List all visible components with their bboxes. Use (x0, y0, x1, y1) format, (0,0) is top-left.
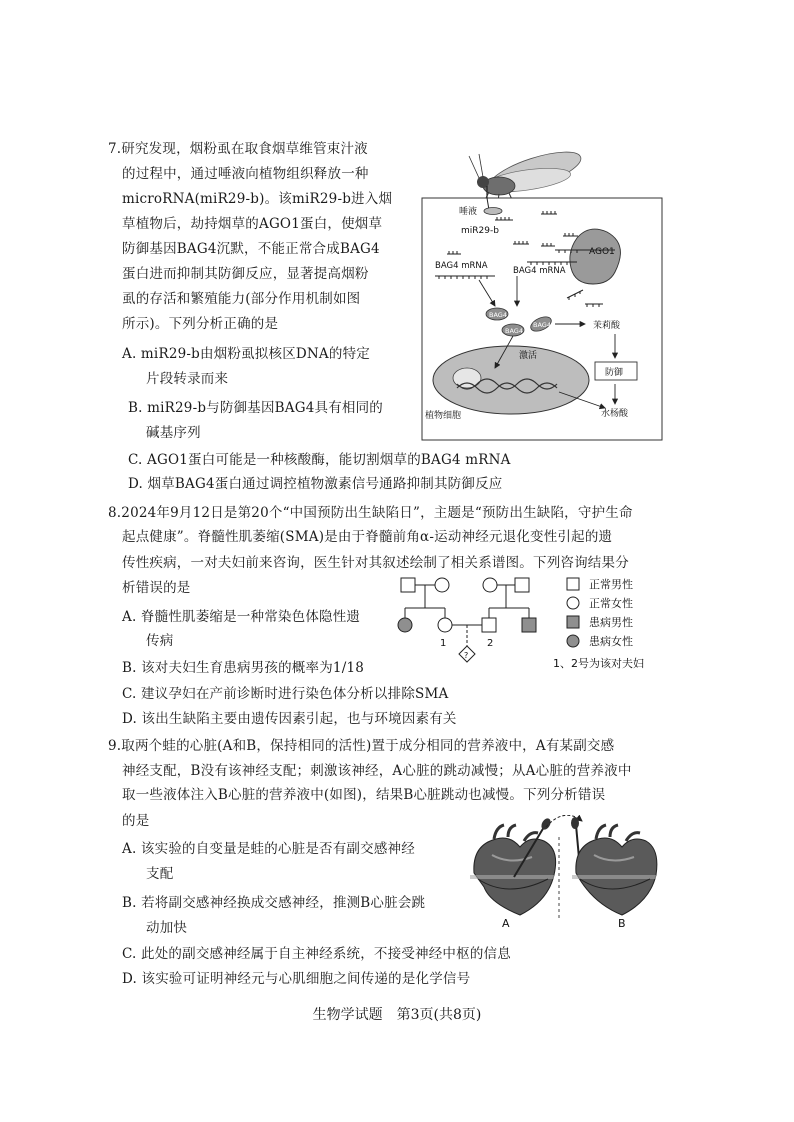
pedigree-label-question: ? (464, 651, 469, 660)
q7-line: 蛋白进而抑制其防御反应，显著提高烟粉 (122, 266, 369, 282)
pedigree-normal-male (515, 578, 529, 592)
pedigree-normal-female (483, 578, 497, 592)
label-bag4-a: BAG4 (489, 311, 507, 319)
pedigree-note: 1、2号为该对夫妇 (553, 657, 644, 670)
q7-line: 7.研究发现，烟粉虱在取食烟草维管束汁液 (108, 141, 368, 157)
q7-option-d: D. 烟草BAG4蛋白通过调控植物激素信号通路抑制其防御反应 (128, 476, 503, 492)
label-ago1: AGO1 (589, 247, 615, 257)
q7-option-c: C. AGO1蛋白可能是一种核酸酶，能切割烟草的BAG4 mRNA (128, 452, 511, 468)
q8-option-a-cont: 传病 (146, 633, 174, 649)
q8-option-d: D. 该出生缺陷主要由遗传因素引起，也与环境因素有关 (122, 711, 457, 727)
q7-line: 虱的存活和繁殖能力(部分作用机制如图 (122, 291, 361, 307)
heart-a-icon (470, 825, 556, 915)
legend-affected-female-icon (567, 635, 579, 647)
label-saliva: 唾液 (459, 207, 478, 217)
pedigree-affected-male (522, 618, 536, 632)
q9-heart-svg (464, 815, 660, 933)
q8-line: 起点健康”。脊髓性肌萎缩(SMA)是由于脊髓前角α-运动神经元退化变性引起的遗 (122, 529, 613, 545)
pedigree-affected-female (398, 618, 412, 632)
q9-line: 9.取两个蛙的心脏(A和B，保持相同的活性)置于成分相同的营养液中，A有某副交感 (108, 738, 615, 754)
pedigree-label-2: 2 (487, 638, 494, 649)
q7-option-b: B. miR29-b与防御基因BAG4具有相同的 (128, 400, 384, 416)
label-bag4-b: BAG4 (505, 327, 523, 335)
heart-label-b: B (618, 917, 626, 930)
q9-line: 取一些液体注入B心脏的营养液中(如图)，结果B心脏跳动也减慢。下列分析错误 (122, 787, 606, 803)
label-bag4-mrna-2: BAG4 mRNA (513, 266, 566, 276)
legend-normal-female-icon (567, 597, 579, 609)
q7-option-a-cont: 片段转录而来 (146, 371, 229, 387)
label-jasmonic-acid: 茉莉酸 (593, 321, 621, 331)
q8-line: 8.2024年9月12日是第20个“中国预防出生缺陷日”，主题是“预防出生缺陷，守护生命 (108, 505, 633, 521)
q7-line: 草植物后，劫持烟草的AGO1蛋白，使烟草 (122, 216, 383, 232)
q9-heart-figure (464, 815, 660, 933)
heart-b-icon (572, 825, 657, 915)
pedigree-normal-male (401, 578, 415, 592)
q9-option-a: A. 该实验的自变量是蛙的心脏是否有副交感神经 (122, 841, 415, 857)
q9-line: 神经支配，B没有该神经支配；刺激该神经，A心脏的跳动减慢；从A心脏的营养液中 (122, 763, 632, 779)
pedigree-normal-female (435, 578, 449, 592)
label-defense: 防御 (605, 368, 624, 378)
label-bag4-c: BAG4 (533, 321, 551, 329)
q8-line: 析错误的是 (122, 580, 191, 596)
heart-label-a: A (502, 917, 510, 930)
pedigree-svg (393, 572, 673, 672)
pedigree-label-1: 1 (440, 638, 447, 649)
legend-normal-male-icon (567, 578, 579, 590)
q9-option-d: D. 该实验可证明神经元与心肌细胞之间传递的是化学信号 (122, 971, 471, 987)
q8-option-c: C. 建议孕妇在产前诊断时进行染色体分析以排除SMA (122, 686, 449, 702)
legend-normal-male: 正常男性 (589, 578, 633, 591)
label-salicylic-acid: 水杨酸 (601, 409, 629, 419)
q7-mechanism-svg (417, 146, 667, 444)
q7-line: microRNA(miR29-b)。该miR29-b进入烟 (122, 191, 393, 207)
label-bag4-mrna-1: BAG4 mRNA (435, 261, 488, 271)
saliva-droplet (484, 208, 502, 215)
q9-option-b-cont: 动加快 (146, 920, 188, 936)
page-footer: 生物学试题 第3页(共8页) (312, 1007, 482, 1023)
q9-option-b: B. 若将副交感神经换成交感神经，推测B心脏会跳 (122, 895, 426, 911)
q7-line: 的过程中，通过唾液向植物组织释放一种 (122, 166, 369, 182)
q8-line: 传性疾病，一对夫妇前来咨询，医生针对其叙述绘制了相关系谱图。下列咨询结果分 (122, 555, 629, 571)
legend-affected-female: 患病女性 (589, 635, 633, 648)
q8-option-a: A. 脊髓性肌萎缩是一种常染色体隐性遗 (122, 609, 361, 625)
q7-mechanism-figure (417, 146, 667, 444)
label-activate: 激活 (519, 351, 538, 361)
legend-affected-male-icon (567, 616, 579, 628)
q9-option-c: C. 此处的副交感神经属于自主神经系统，不接受神经中枢的信息 (122, 946, 511, 962)
q8-option-b: B. 该对夫妇生育患病男孩的概率为1/18 (122, 660, 365, 676)
q9-line: 的是 (122, 813, 150, 829)
q7-option-b-cont: 碱基序列 (146, 425, 201, 441)
q7-line: 所示)。下列分析正确的是 (122, 316, 279, 332)
q8-pedigree-figure (393, 572, 673, 672)
q7-line: 防御基因BAG4沉默，不能正常合成BAG4 (122, 241, 380, 257)
pedigree-normal-male (482, 618, 496, 632)
q9-option-a-cont: 支配 (146, 866, 174, 882)
q7-option-a: A. miR29-b由烟粉虱拟核区DNA的特定 (122, 346, 370, 362)
label-mir29b: miR29-b (461, 226, 499, 236)
label-plant-cell: 植物细胞 (425, 411, 462, 421)
pedigree-normal-female (438, 618, 452, 632)
legend-normal-female: 正常女性 (589, 597, 633, 610)
legend-affected-male: 患病男性 (589, 616, 633, 629)
